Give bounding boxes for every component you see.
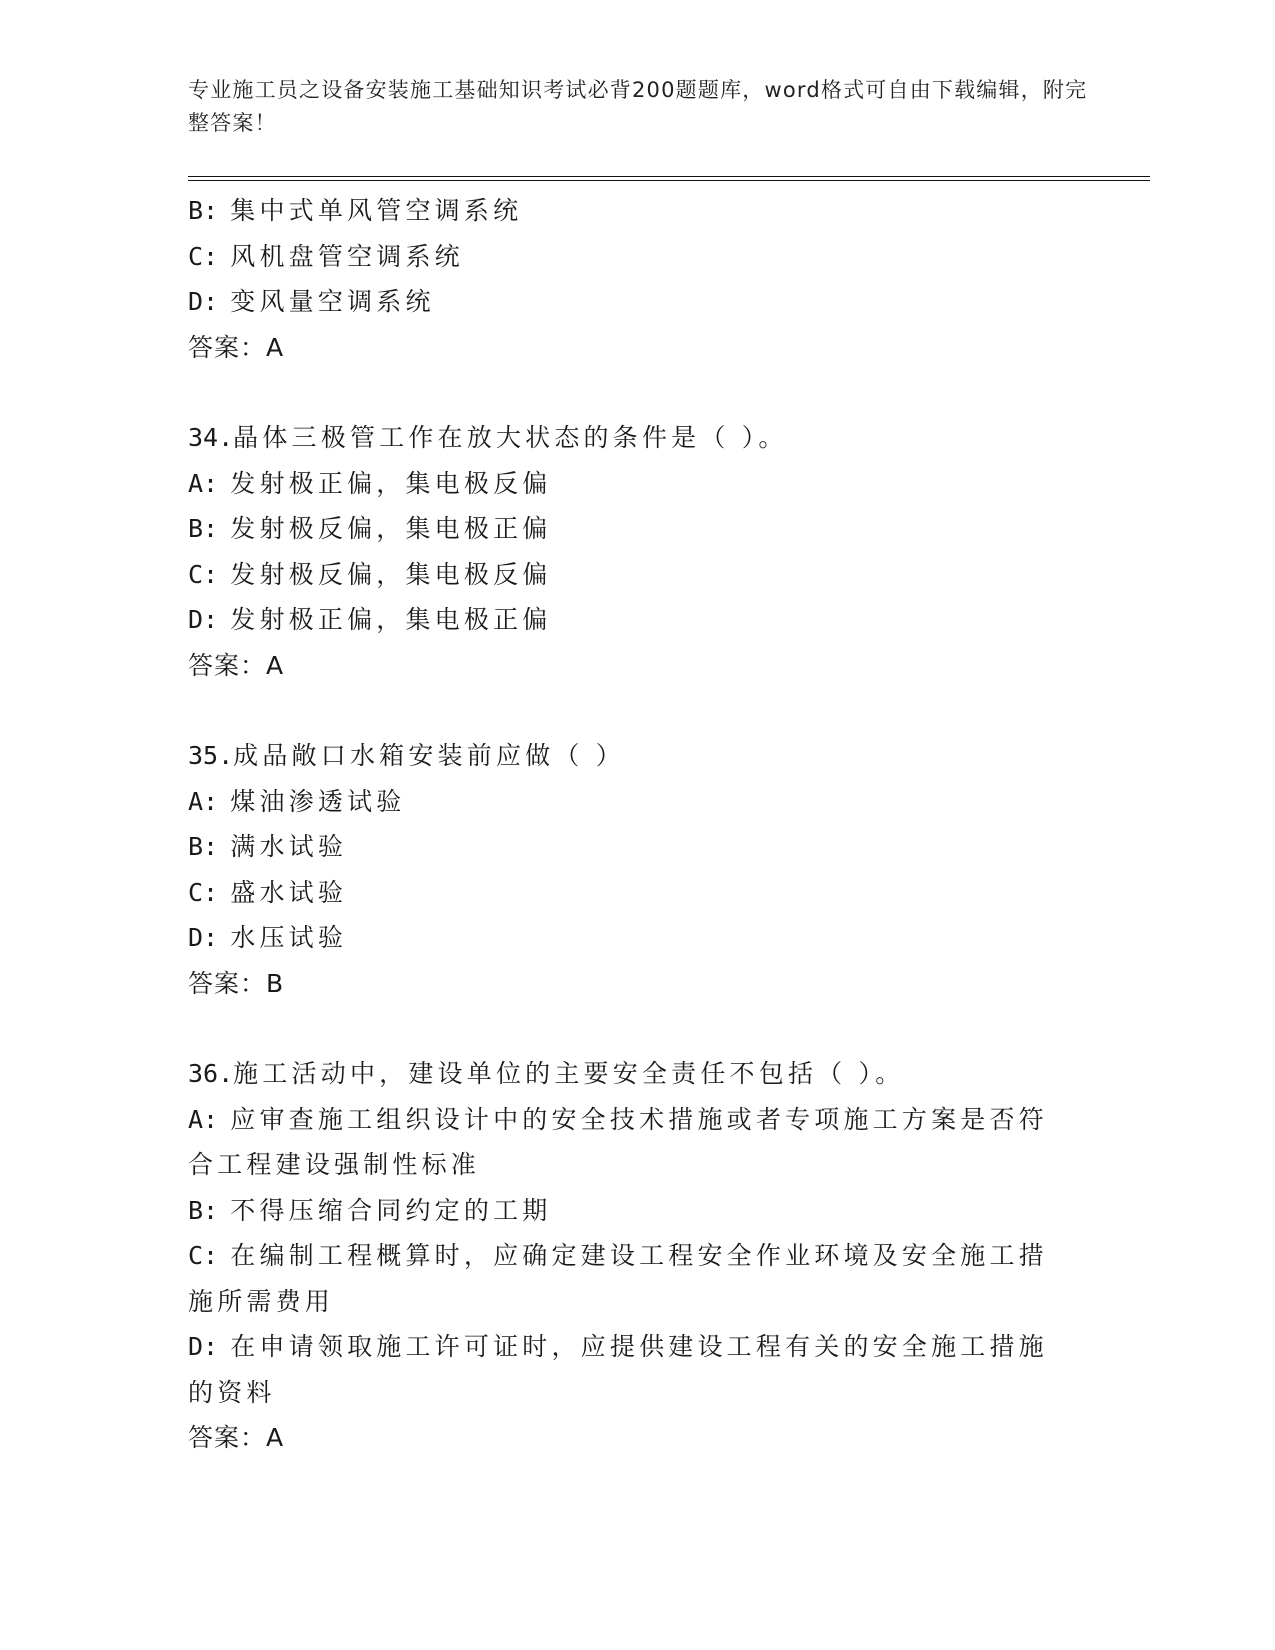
option-a: A: 应审查施工组织设计中的安全技术措施或者专项施工方案是否符合工程建设强制性标准: [188, 1104, 1048, 1179]
spacer: [188, 1006, 1068, 1051]
option-b: B: 集中式单风管空调系统: [188, 196, 523, 225]
option-a: A: 发射极正偏，集电极反偏: [188, 468, 552, 498]
question-36: [188, 1051, 1068, 1461]
question-content: [188, 188, 1068, 1461]
option-c: C: 风机盘管空调系统: [188, 241, 464, 271]
option-d: D: 变风量空调系统: [188, 287, 435, 316]
spacer: [188, 370, 1068, 415]
option-c: C: 在编制工程概算时，应确定建设工程安全作业环境及安全施工措施所需费用: [188, 1241, 1048, 1316]
answer-line: 答案：B: [188, 968, 285, 998]
option-b: B: 不得压缩合同约定的工期: [188, 1195, 552, 1225]
option-c: C: 发射极反偏，集电极反偏: [188, 559, 552, 589]
question-stem: 36.施工活动中，建设单位的主要安全责任不包括（ ）。: [188, 1059, 905, 1088]
question-34: [188, 415, 1068, 688]
prev-question-tail: [188, 188, 1068, 370]
option-d: D: 发射极正偏，集电极正偏: [188, 605, 552, 634]
option-a: A: 煤油渗透试验: [188, 786, 406, 816]
option-c: C: 盛水试验: [188, 877, 348, 907]
question-35: [188, 733, 1068, 1006]
answer-line: 答案：A: [188, 650, 285, 680]
answer-line: 答案：A: [188, 1423, 285, 1452]
option-b: B: 发射极反偏，集电极正偏: [188, 514, 552, 543]
header-double-rule: [188, 176, 1150, 181]
answer-line: 答案：A: [188, 332, 285, 362]
header-title: 专业施工员之设备安装施工基础知识考试必背200题题库，word格式可自由下载编辑，附完整答案！: [188, 78, 1088, 135]
document-header: [188, 74, 1088, 140]
option-b: B: 满水试验: [188, 832, 348, 861]
option-d: D: 水压试验: [188, 923, 348, 952]
question-stem: 34.晶体三极管工作在放大状态的条件是（ ）。: [188, 423, 788, 452]
question-stem: 35.成品敞口水箱安装前应做（ ）: [188, 741, 625, 770]
spacer: [188, 688, 1068, 733]
option-d: D: 在申请领取施工许可证时，应提供建设工程有关的安全施工措施的资料: [188, 1332, 1048, 1407]
